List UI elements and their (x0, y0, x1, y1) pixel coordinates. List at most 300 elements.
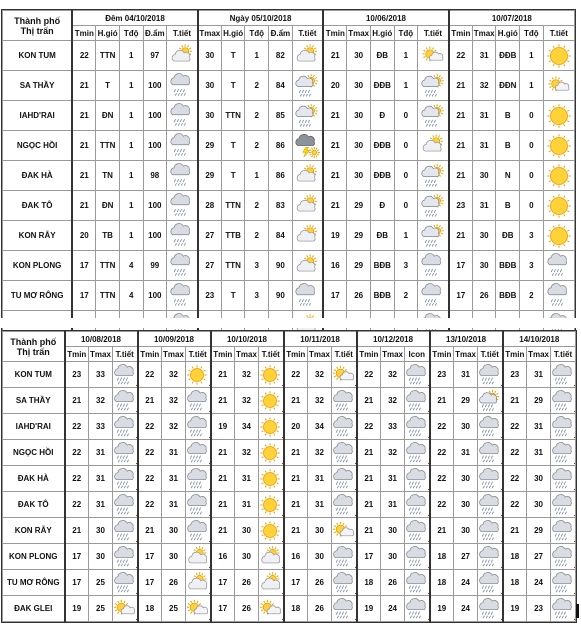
city-name: KON TUM (3, 41, 73, 71)
value-cell: 29 (347, 221, 371, 251)
table-row (3, 440, 576, 466)
cloud-rain-icon (113, 448, 135, 457)
value-cell: 30 (198, 41, 222, 71)
table-row (3, 466, 576, 492)
weather-icon-cell (186, 362, 211, 388)
red-mark (574, 463, 576, 464)
value-cell: 23 (449, 191, 473, 221)
weather-icon-cell (167, 281, 198, 311)
value-cell: 3 (245, 281, 269, 311)
value-cell: 100 (143, 281, 167, 311)
cloud-rain-icon (113, 474, 135, 483)
value-cell: 2 (245, 101, 269, 131)
red-mark (574, 437, 576, 438)
value-cell: N (496, 161, 520, 191)
value-cell: 31 (381, 466, 405, 492)
column-header: T.tiết (551, 347, 576, 362)
value-cell: 22 (138, 492, 162, 518)
value-cell: 100 (143, 221, 167, 251)
column-header: H.gió (96, 26, 120, 41)
value-cell: 16 (284, 544, 308, 570)
city-name: NGỌC HỒI (3, 440, 65, 466)
weather-icon-cell (551, 440, 576, 466)
cloud-sun-icon (186, 578, 208, 587)
value-cell: 26 (235, 596, 259, 622)
cloud-rain-icon (478, 552, 500, 561)
weather-icon-cell (478, 466, 503, 492)
value-cell: 98 (143, 161, 167, 191)
cloud-rain-icon (113, 552, 135, 561)
value-cell: 29 (527, 518, 551, 544)
value-cell: 24 (454, 570, 478, 596)
column-header: Tđộ (119, 26, 143, 41)
weather-icon-cell (292, 161, 323, 191)
column-header: Tmin (357, 347, 381, 362)
city-name: ĐAK GLEI (3, 596, 65, 622)
value-cell: BĐB (370, 281, 394, 311)
value-cell: 21 (449, 71, 473, 101)
value-cell: 0 (394, 101, 418, 131)
value-cell: 22 (72, 41, 96, 71)
value-cell: 21 (211, 440, 235, 466)
value-cell: 27 (198, 221, 222, 251)
value-cell: 27 (454, 544, 478, 570)
date-header: 10/10/2018 (211, 332, 284, 347)
value-cell: 34 (235, 414, 259, 440)
value-cell: 3 (520, 251, 544, 281)
cloud-rain-icon (546, 261, 572, 270)
cloud-rain-icon (169, 111, 195, 120)
value-cell: 26 (308, 596, 332, 622)
value-cell: 22 (503, 440, 527, 466)
weather-table-2 (2, 331, 576, 622)
value-cell: 1 (394, 221, 418, 251)
weather-icon-cell (186, 596, 211, 622)
cloud-rain-icon (551, 422, 573, 431)
weather-icon-cell (259, 414, 284, 440)
weather-icon-cell (551, 388, 576, 414)
sun-icon (546, 141, 572, 150)
value-cell: 30 (472, 251, 496, 281)
weather-icon-cell (186, 440, 211, 466)
value-cell: 30 (454, 492, 478, 518)
cloud-rain-icon (551, 448, 573, 457)
value-cell: 22 (138, 466, 162, 492)
value-cell: 3 (245, 251, 269, 281)
value-cell: B (496, 131, 520, 161)
sun-cloud-icon (332, 370, 354, 379)
city-name: TU MƠ RÔNG (3, 570, 65, 596)
cloud-rain-icon (186, 500, 208, 509)
table-row (3, 570, 576, 596)
cloud-rain-icon (169, 261, 195, 270)
value-cell: 31 (472, 131, 496, 161)
cloud-rain-icon (420, 261, 446, 270)
value-cell: B (496, 101, 520, 131)
value-cell: 21 (449, 131, 473, 161)
column-header: Tmax (162, 347, 186, 362)
value-cell: 85 (269, 101, 293, 131)
weather-icon-cell (113, 570, 138, 596)
value-cell: 21 (323, 131, 347, 161)
value-cell: 21 (449, 161, 473, 191)
value-cell: 29 (347, 191, 371, 221)
value-cell: 30 (89, 518, 113, 544)
sun-icon (259, 448, 281, 457)
value-cell: 31 (527, 440, 551, 466)
value-cell: 30 (308, 518, 332, 544)
value-cell: 30 (198, 71, 222, 101)
value-cell: 21 (357, 518, 381, 544)
value-cell: 0 (520, 131, 544, 161)
column-header: Tmin (323, 26, 347, 41)
cloud-rain-icon (186, 422, 208, 431)
value-cell: 31 (89, 466, 113, 492)
cloud-rain-icon (169, 81, 195, 90)
cloud-rain-icon (169, 141, 195, 150)
value-cell: 17 (284, 570, 308, 596)
table-body (3, 41, 575, 341)
sun-cloud-icon (546, 81, 572, 90)
value-cell: 26 (472, 281, 496, 311)
red-mark (574, 567, 576, 568)
value-cell: T (221, 41, 245, 71)
column-header: Đ.ẩm (269, 26, 293, 41)
value-cell: BĐB (496, 281, 520, 311)
value-cell: 17 (72, 251, 96, 281)
weather-icon-cell (186, 388, 211, 414)
value-cell: T (221, 281, 245, 311)
table-row (3, 492, 576, 518)
value-cell: 1 (119, 101, 143, 131)
sun-icon (546, 201, 572, 210)
value-cell: 0 (520, 101, 544, 131)
city-header-line: Thị trấn (20, 25, 54, 36)
city-name: SA THẦY (3, 388, 65, 414)
column-header: T.tiết (543, 26, 574, 41)
weather-icon-cell (418, 161, 449, 191)
weather-icon-cell (167, 251, 198, 281)
value-cell: 21 (211, 518, 235, 544)
value-cell: ĐĐB (370, 71, 394, 101)
storm-icon (294, 141, 320, 150)
weather-icon-cell (418, 101, 449, 131)
weather-icon-cell (113, 492, 138, 518)
value-cell: 1 (394, 71, 418, 101)
cloud-rain-icon (478, 526, 500, 535)
cloud-rain-icon (186, 474, 208, 483)
weather-icon-cell (543, 191, 574, 221)
column-header: Tmax (472, 26, 496, 41)
weather-icon-cell (186, 414, 211, 440)
value-cell: 17 (211, 596, 235, 622)
value-cell: 18 (430, 570, 454, 596)
value-cell: 4 (119, 251, 143, 281)
value-cell: 21 (72, 131, 96, 161)
value-cell: 21 (357, 466, 381, 492)
value-cell: 22 (138, 414, 162, 440)
value-cell: 22 (430, 492, 454, 518)
value-cell: TTB (221, 221, 245, 251)
weather-icon-cell (405, 570, 430, 596)
table-body (3, 362, 576, 622)
city-name: KON TUM (3, 362, 65, 388)
value-cell: 22 (503, 466, 527, 492)
value-cell: 18 (138, 596, 162, 622)
value-cell: 86 (269, 161, 293, 191)
cloud-sun-icon (259, 578, 281, 587)
weather-icon-cell (332, 440, 357, 466)
value-cell: 32 (308, 440, 332, 466)
weather-icon-cell (405, 466, 430, 492)
weather-icon-cell (405, 596, 430, 622)
table-header (3, 332, 576, 362)
value-cell: 30 (347, 131, 371, 161)
cloud-rain-icon (186, 526, 208, 535)
value-cell: 21 (357, 440, 381, 466)
value-cell: 27 (198, 251, 222, 281)
value-cell: 24 (381, 596, 405, 622)
value-cell: 1 (394, 41, 418, 71)
value-cell: 21 (284, 466, 308, 492)
value-cell: 31 (472, 41, 496, 71)
value-cell: 21 (72, 71, 96, 101)
weather-icon-cell (292, 71, 323, 101)
value-cell: 23 (430, 362, 454, 388)
weather-icon-cell (418, 41, 449, 71)
table-row (3, 414, 576, 440)
value-cell: 100 (143, 131, 167, 161)
value-cell: 25 (162, 596, 186, 622)
column-header: T.tiết (478, 347, 503, 362)
value-cell: 26 (162, 570, 186, 596)
sun-rain-icon (420, 171, 446, 180)
value-cell: 19 (211, 414, 235, 440)
value-cell: 83 (269, 191, 293, 221)
cloud-rain-icon (405, 474, 427, 483)
cloud-rain-icon (332, 552, 354, 561)
table-row (3, 596, 576, 622)
weather-icon-cell (418, 251, 449, 281)
value-cell: 3 (394, 251, 418, 281)
cloud-rain-icon (405, 422, 427, 431)
value-cell: 97 (143, 41, 167, 71)
value-cell: 20 (284, 414, 308, 440)
value-cell: 27 (527, 544, 551, 570)
cloud-rain-icon (405, 448, 427, 457)
weather-icon-cell (418, 71, 449, 101)
value-cell: 22 (284, 362, 308, 388)
date-header: 10/06/2018 (323, 11, 449, 26)
value-cell: 21 (138, 518, 162, 544)
table-row (3, 161, 575, 191)
cloud-rain-icon (405, 552, 427, 561)
value-cell: 21 (430, 518, 454, 544)
table-row (3, 41, 575, 71)
value-cell: 3 (520, 221, 544, 251)
cloud-rain-icon (169, 171, 195, 180)
value-cell: 17 (138, 570, 162, 596)
city-column-header (3, 332, 65, 362)
weather-icon-cell (167, 101, 198, 131)
weather-icon-cell (259, 388, 284, 414)
weather-icon-cell (186, 466, 211, 492)
column-header: Tđộ (245, 26, 269, 41)
sun-cloud-icon (186, 604, 208, 613)
value-cell: 19 (357, 596, 381, 622)
weather-icon-cell (405, 518, 430, 544)
value-cell: 30 (235, 544, 259, 570)
cloud-sun-icon (294, 261, 320, 270)
value-cell: 19 (503, 596, 527, 622)
cloud-rain-icon (113, 578, 135, 587)
value-cell: 30 (89, 544, 113, 570)
weather-icon-cell (259, 440, 284, 466)
sun-icon (259, 526, 281, 535)
weather-icon-cell (543, 131, 574, 161)
value-cell: 22 (430, 414, 454, 440)
value-cell: 31 (527, 414, 551, 440)
value-cell: ĐB (496, 221, 520, 251)
value-cell: 1 (119, 221, 143, 251)
weather-icon-cell (259, 362, 284, 388)
value-cell: 2 (245, 71, 269, 101)
weather-icon-cell (543, 71, 574, 101)
value-cell: 21 (323, 101, 347, 131)
cloud-rain-icon (405, 578, 427, 587)
value-cell: ĐĐN (496, 71, 520, 101)
value-cell: 0 (394, 131, 418, 161)
value-cell: 4 (119, 281, 143, 311)
value-cell: 31 (472, 101, 496, 131)
weather-icon-cell (332, 544, 357, 570)
value-cell: 32 (235, 388, 259, 414)
value-cell: 1 (520, 41, 544, 71)
date-header: 10/08/2018 (65, 332, 138, 347)
cloud-rain-icon (420, 291, 446, 300)
sun-rain-icon (478, 396, 500, 405)
value-cell: 29 (198, 131, 222, 161)
weather-icon-cell (405, 544, 430, 570)
sun-cloud-icon (332, 526, 354, 535)
cloud-rain-icon (551, 474, 573, 483)
value-cell: T (221, 131, 245, 161)
cloud-rain-icon (332, 578, 354, 587)
value-cell: 18 (357, 570, 381, 596)
value-cell: 22 (138, 362, 162, 388)
sun-cloud-icon (420, 51, 446, 60)
weather-icon-cell (292, 131, 323, 161)
cloud-rain-icon (405, 604, 427, 613)
value-cell: ĐB (370, 41, 394, 71)
value-cell: 21 (65, 518, 89, 544)
cloud-rain-icon (332, 604, 354, 613)
value-cell: 30 (527, 492, 551, 518)
value-cell: 1 (119, 71, 143, 101)
value-cell: 17 (65, 544, 89, 570)
value-cell: 21 (284, 388, 308, 414)
city-name: ĐAK TÔ (3, 191, 73, 221)
weather-icon-cell (292, 281, 323, 311)
value-cell: 29 (347, 251, 371, 281)
column-header: Tmax (235, 347, 259, 362)
sun-rain-icon (294, 81, 320, 90)
cloud-rain-icon (478, 422, 500, 431)
value-cell: 31 (454, 362, 478, 388)
table-row (3, 221, 575, 251)
value-cell: 17 (449, 281, 473, 311)
sun-icon (259, 396, 281, 405)
cloud-rain-icon (551, 578, 573, 587)
value-cell: TTN (96, 281, 120, 311)
sun-icon (186, 370, 208, 379)
weather-icon-cell (259, 596, 284, 622)
value-cell: 22 (65, 414, 89, 440)
value-cell: 31 (308, 492, 332, 518)
value-cell: 21 (211, 492, 235, 518)
cloud-rain-icon (551, 370, 573, 379)
table-row (3, 251, 575, 281)
weather-icon-cell (551, 544, 576, 570)
value-cell: 18 (503, 544, 527, 570)
value-cell: 31 (454, 440, 478, 466)
cloud-rain-icon (405, 396, 427, 405)
value-cell: 2 (245, 131, 269, 161)
column-header: Tmax (454, 347, 478, 362)
cloud-rain-icon (478, 370, 500, 379)
value-cell: 33 (381, 414, 405, 440)
value-cell: 19 (430, 596, 454, 622)
cloud-sun-icon (259, 552, 281, 561)
value-cell: 22 (357, 414, 381, 440)
value-cell: TB (96, 221, 120, 251)
weather-icon-cell (405, 414, 430, 440)
value-cell: 32 (89, 388, 113, 414)
weather-icon-cell (292, 251, 323, 281)
table-row (3, 388, 576, 414)
value-cell: 18 (430, 544, 454, 570)
value-cell: 21 (323, 191, 347, 221)
weather-icon-cell (113, 596, 138, 622)
column-header: T.tiết (167, 26, 198, 41)
cloud-rain-icon (478, 500, 500, 509)
column-header: Tmax (347, 26, 371, 41)
value-cell: 32 (381, 440, 405, 466)
value-cell: TTN (96, 251, 120, 281)
cloud-rain-icon (405, 526, 427, 535)
cloud-sun-icon (186, 552, 208, 561)
table-row (3, 518, 576, 544)
value-cell: 1 (520, 71, 544, 101)
value-cell: B (496, 191, 520, 221)
table-row (3, 544, 576, 570)
sun-rain-icon (420, 111, 446, 120)
value-cell: 17 (65, 570, 89, 596)
date-header: 10/09/2018 (138, 332, 211, 347)
red-mark (574, 411, 576, 412)
city-column-header (3, 11, 73, 41)
value-cell: 100 (143, 101, 167, 131)
table-row (3, 131, 575, 161)
cloud-rain-icon (294, 291, 320, 300)
column-header: Tmin (449, 26, 473, 41)
weather-icon-cell (478, 388, 503, 414)
value-cell: 24 (527, 570, 551, 596)
value-cell: 23 (527, 596, 551, 622)
weather-icon-cell (292, 221, 323, 251)
weather-icon-cell (478, 544, 503, 570)
value-cell: T (221, 161, 245, 191)
